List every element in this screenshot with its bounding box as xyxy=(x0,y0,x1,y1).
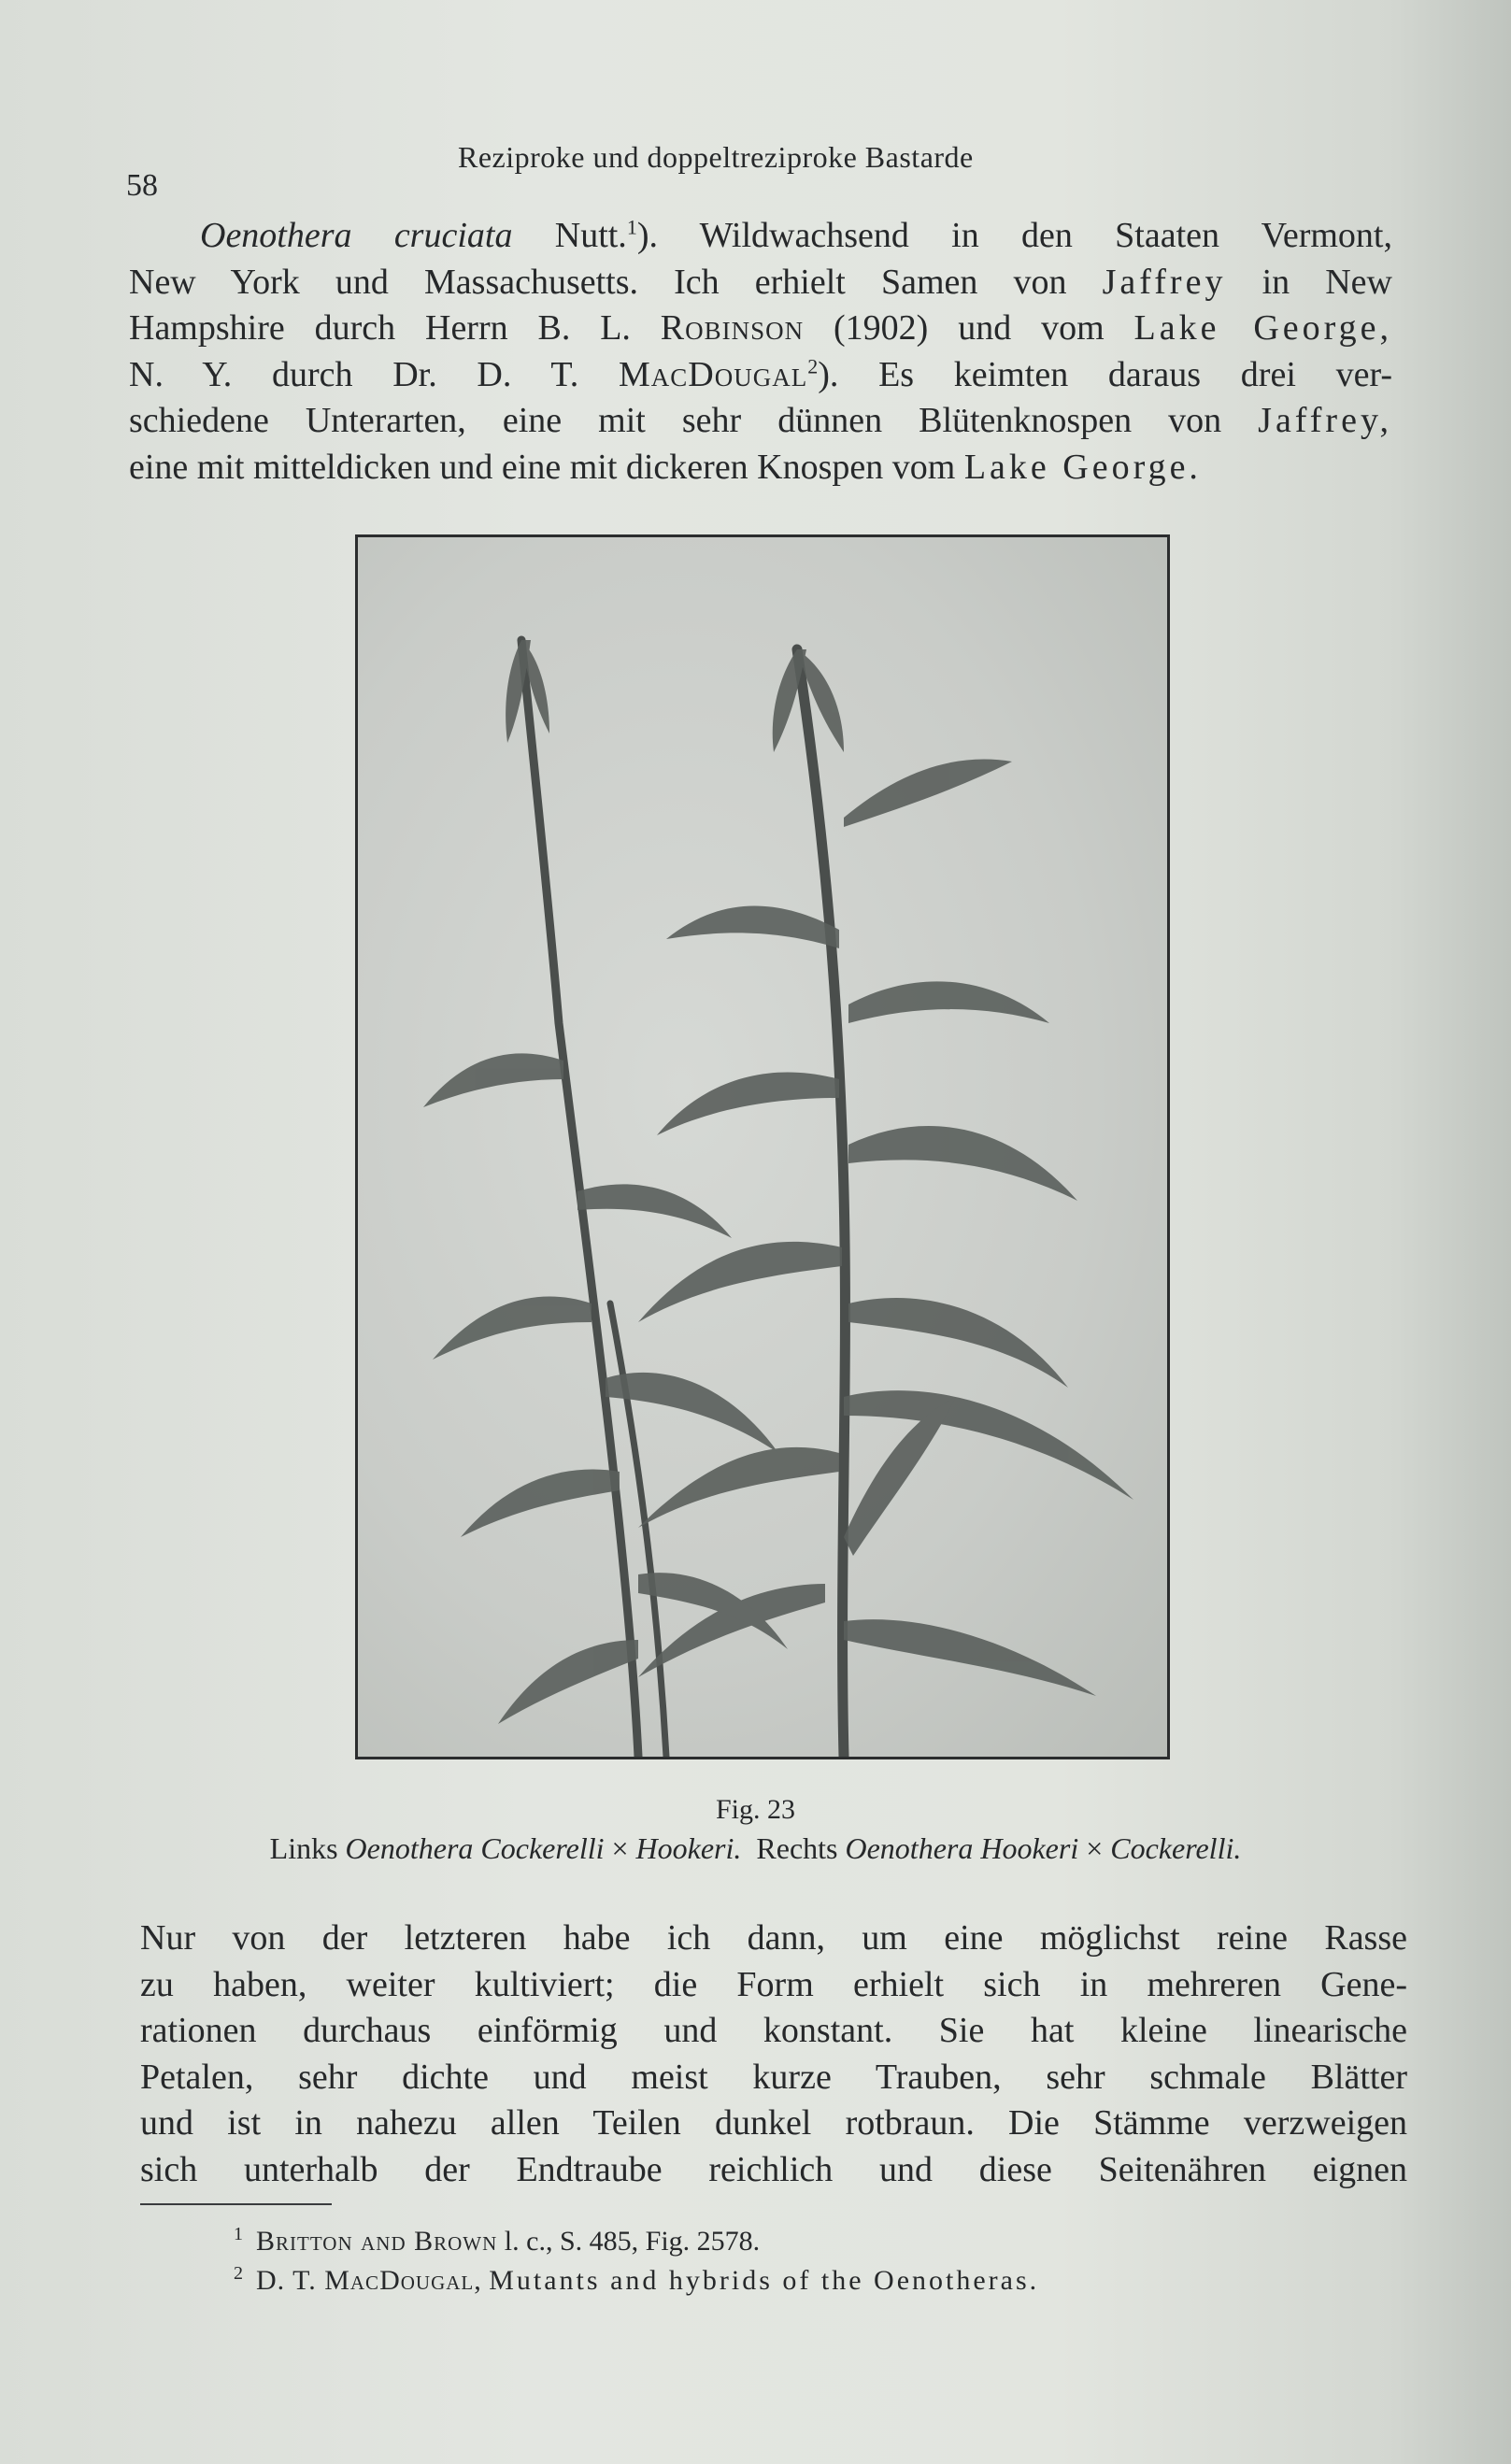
plant-photograph xyxy=(355,534,1170,1759)
text-line: zu haben, weiter kultiviert; die Form erhielt sich in mehreren Gene- xyxy=(140,1964,1407,2004)
footnote-2: $^2$ D. T. MacDougal, Mutants and hybrids of the Oenotheras. xyxy=(234,2263,1040,2296)
text-line: eine mit mitteldicken und eine mit dickeren Knospen vom Lake George. xyxy=(129,447,1202,487)
species-name: Oenothera cruciata xyxy=(200,216,513,255)
text-line: rationen durchaus einförmig und konstant. Sie hat kleine linearische xyxy=(140,2011,1407,2050)
cross-symbol: × xyxy=(611,1831,629,1865)
footnote-rule xyxy=(140,2203,332,2205)
figure-label: Fig. 23 xyxy=(715,1794,796,1825)
text-line: New York und Massachusetts. Ich erhielt Samen von Jaffrey in New xyxy=(129,262,1392,302)
text-line: Oenothera cruciata Nutt.$^1$). Wildwachsend in den Staaten Vermont, xyxy=(200,215,1392,255)
text-line: Petalen, sehr dichte und meist kurze Trauben, sehr schmale Blätter xyxy=(140,2057,1407,2097)
footnote-ref: 2 xyxy=(807,353,819,377)
page-number: 58 xyxy=(126,168,158,203)
figure-caption: Links Oenothera Cockerelli × Hookeri. Rechts Oenothera Hookeri × Cockerelli. xyxy=(269,1831,1242,1865)
text-line: und ist in nahezu allen Teilen dunkel rotbraun. Die Stämme verzweigen xyxy=(140,2103,1407,2143)
text-line: N. Y. durch Dr. D. T. MacDougal$^2$). Es keimten daraus drei ver- xyxy=(129,353,1392,394)
running-head: Reziproke und doppeltreziproke Bastarde xyxy=(458,140,974,174)
text-line: Hampshire durch Herrn B. L. Robinson (1902) und vom Lake George, xyxy=(129,308,1392,348)
leaves xyxy=(423,640,1133,1724)
cross-symbol: × xyxy=(1086,1831,1104,1865)
footnote-1: $^1$ Britton and Brown l. c., S. 485, Fig. 2578. xyxy=(234,2224,761,2257)
text-line: schiedene Unterarten, eine mit sehr dünnen Blütenknospen von Jaffrey, xyxy=(129,401,1392,440)
page-header xyxy=(126,140,1434,203)
paragraph-continuation xyxy=(140,1916,1407,2193)
oenothera-plants-illustration xyxy=(358,537,1167,1757)
text-line: Nur von der letzteren habe ich dann, um eine möglichst reine Rasse xyxy=(140,1918,1407,1958)
text-line: sich unterhalb der Endtraube reichlich und diese Seitenähren eignen xyxy=(140,2149,1407,2189)
paragraph-oenothera-cruciata xyxy=(129,213,1392,491)
footnote-ref: 1 xyxy=(626,215,637,239)
